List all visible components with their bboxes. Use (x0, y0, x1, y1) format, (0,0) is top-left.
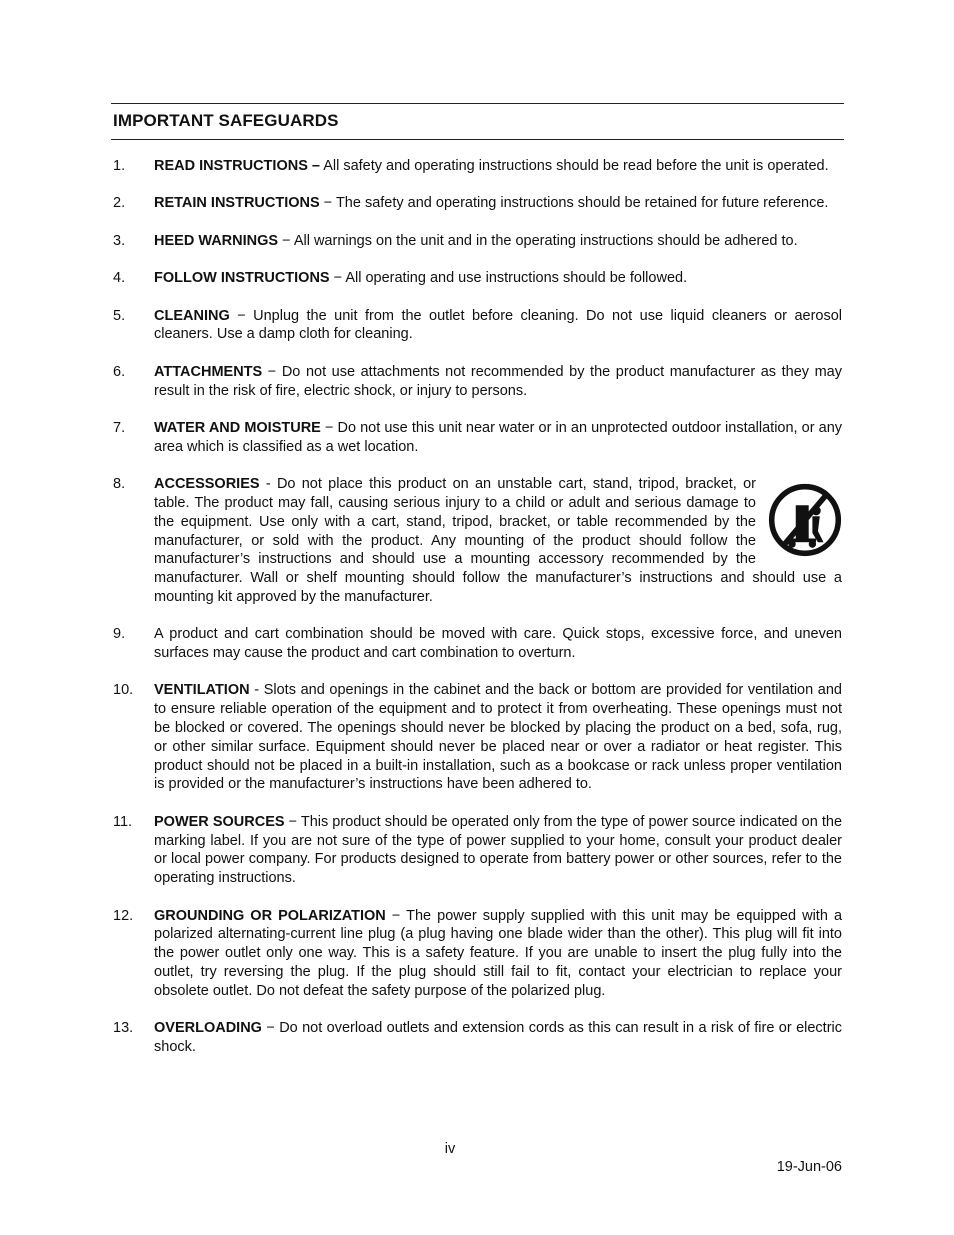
list-item (0, 157, 954, 176)
item-number: 9. (113, 626, 126, 643)
item-separator: − (229, 307, 254, 324)
item-number: 10. (113, 682, 134, 699)
item-text: The safety and operating instructions should be retained for future reference. (335, 195, 829, 212)
item-text: Do not place this product on an unstable cart, stand, tripod, bracket, or table. The product may fall, causing serious injury to a child or adult and serious damage to the equipment. Use only with a cart, stand, tripod, bracket, or table recommended by the manufacturer, or sold with the product. Any mounting of the product should follow the manufacturer’s instructions and should use a mounting accessory recommended by the manufacturer. Wall or shelf mounting should follow the manufacturer’s instructions and should use a mounting kit approved by the manufacturer. (154, 476, 842, 605)
cart-warning-icon (768, 483, 842, 557)
item-heading: READ INSTRUCTIONS – (154, 158, 320, 174)
item-heading: WATER AND MOISTURE (154, 419, 321, 436)
item-text: This product should be operated only from the type of power source indicated on the marking label. If you are not sure of the type of power supplied to your home, consult your product dealer or local power company. For products designed to operate from battery power or other sources, refer to the operating instructions. (154, 813, 843, 887)
item-separator: - (249, 682, 264, 699)
item-body (154, 813, 842, 888)
list-item (0, 1019, 954, 1057)
item-body (154, 625, 842, 663)
list-item (0, 813, 954, 888)
item-number: 3. (113, 232, 126, 249)
item-heading: HEED WARNINGS (154, 232, 279, 249)
item-body (154, 419, 842, 457)
item-body (154, 907, 842, 1001)
item-separator: − (261, 1020, 280, 1037)
item-heading: POWER SOURCES (154, 813, 285, 830)
item-number: 5. (113, 307, 126, 324)
item-separator: − (385, 907, 407, 924)
item-text: Unplug the unit from the outlet before cleaning. Do not use liquid cleaners or aerosol cleaners. Use a damp cloth for cleaning. (154, 307, 842, 343)
list-item (0, 363, 954, 401)
item-separator: − (329, 270, 346, 287)
item-separator: − (262, 363, 282, 380)
list-item (0, 681, 954, 794)
item-body (154, 681, 842, 794)
item-text: The power supply supplied with this unit may be equipped with a polarized alternating-current line plug (a plug having one blade wider than the other). This plug will fit into the power outlet only one way. This is a safety feature. If you are unable to insert the plug fully into the outlet, try reversing the plug. If the plug should still fail to fit, contact your electrician to replace your obsolete outlet. Do not defeat the safety purpose of the polarized plug. (154, 907, 843, 999)
item-text: Slots and openings in the cabinet and the back or bottom are provided for ventilation and to ensure reliable operation of the equipment and to protect it from overheating. These openings must not be blocked or covered. The openings should never be blocked by placing the product on a bed, sofa, rug, or other similar surface. Equipment should never be placed near or over a radiator or heat register. This product should not be placed in a built-in installation, such as a bookcase or rack unless proper ventilation is provided or the manufacturer’s instructions have been adhered to. (154, 682, 842, 793)
item-separator: − (320, 419, 338, 436)
item-separator: − (319, 195, 336, 212)
item-number: 7. (113, 419, 126, 436)
item-text: Do not use this unit near water or in an unprotected outdoor installation, or any area which is classified as a wet location. (154, 419, 843, 455)
item-heading: OVERLOADING (154, 1020, 262, 1037)
item-body (154, 475, 842, 607)
item-text: A product and cart combination should be moved with care. Quick stops, excessive force, and uneven surfaces may cause the product and cart combination to overturn. (154, 626, 842, 662)
item-number: 2. (113, 195, 126, 212)
item-heading: FOLLOW INSTRUCTIONS (154, 270, 330, 287)
list-item (0, 194, 954, 213)
item-text: Do not overload outlets and extension cords as this can result in a risk of fire or electric shock. (154, 1020, 842, 1056)
item-text: Do not use attachments not recommended by the product manufacturer as they may result in the risk of fire, electric shock, or injury to persons. (154, 363, 842, 399)
section-heading: IMPORTANT SAFEGUARDS (113, 111, 339, 130)
item-number: 8. (113, 476, 126, 493)
item-heading: ACCESSORIES (154, 476, 260, 493)
list-item (0, 419, 954, 457)
list-item (0, 232, 954, 251)
item-heading: VENTILATION (154, 682, 250, 699)
item-body (154, 194, 842, 213)
item-number: 11. (113, 813, 133, 830)
item-separator: − (284, 813, 301, 830)
item-body (154, 157, 842, 176)
item-separator: - (259, 476, 277, 493)
list-item (0, 907, 954, 1001)
top-rule (111, 103, 844, 104)
list-item (0, 269, 954, 288)
heading-rule (111, 139, 844, 140)
item-heading: CLEANING (154, 307, 230, 324)
item-heading: GROUNDING OR POLARIZATION (154, 907, 386, 924)
item-text: All safety and operating instructions should be read before the unit is operated. (319, 158, 829, 174)
revision-date: 19-Jun-06 (776, 1159, 842, 1175)
item-body (154, 307, 842, 345)
item-body (154, 232, 842, 251)
item-heading: ATTACHMENTS (154, 363, 263, 380)
list-item (0, 307, 954, 345)
list-item (0, 475, 954, 607)
item-body (154, 363, 842, 401)
page-number: iv (444, 1141, 456, 1157)
item-number: 13. (113, 1020, 134, 1037)
item-text: All warnings on the unit and in the operating instructions should be adhered to. (293, 232, 798, 249)
item-text: All operating and use instructions should be followed. (345, 270, 688, 287)
item-number: 1. (113, 158, 126, 174)
item-body (154, 1019, 842, 1057)
item-number: 6. (113, 363, 126, 380)
item-number: 12. (113, 907, 134, 924)
item-separator: − (278, 232, 294, 249)
item-heading: RETAIN INSTRUCTIONS (154, 195, 320, 212)
item-body (154, 269, 842, 288)
item-number: 4. (113, 270, 126, 287)
list-item (0, 625, 954, 663)
safeguards-list (0, 157, 954, 1075)
